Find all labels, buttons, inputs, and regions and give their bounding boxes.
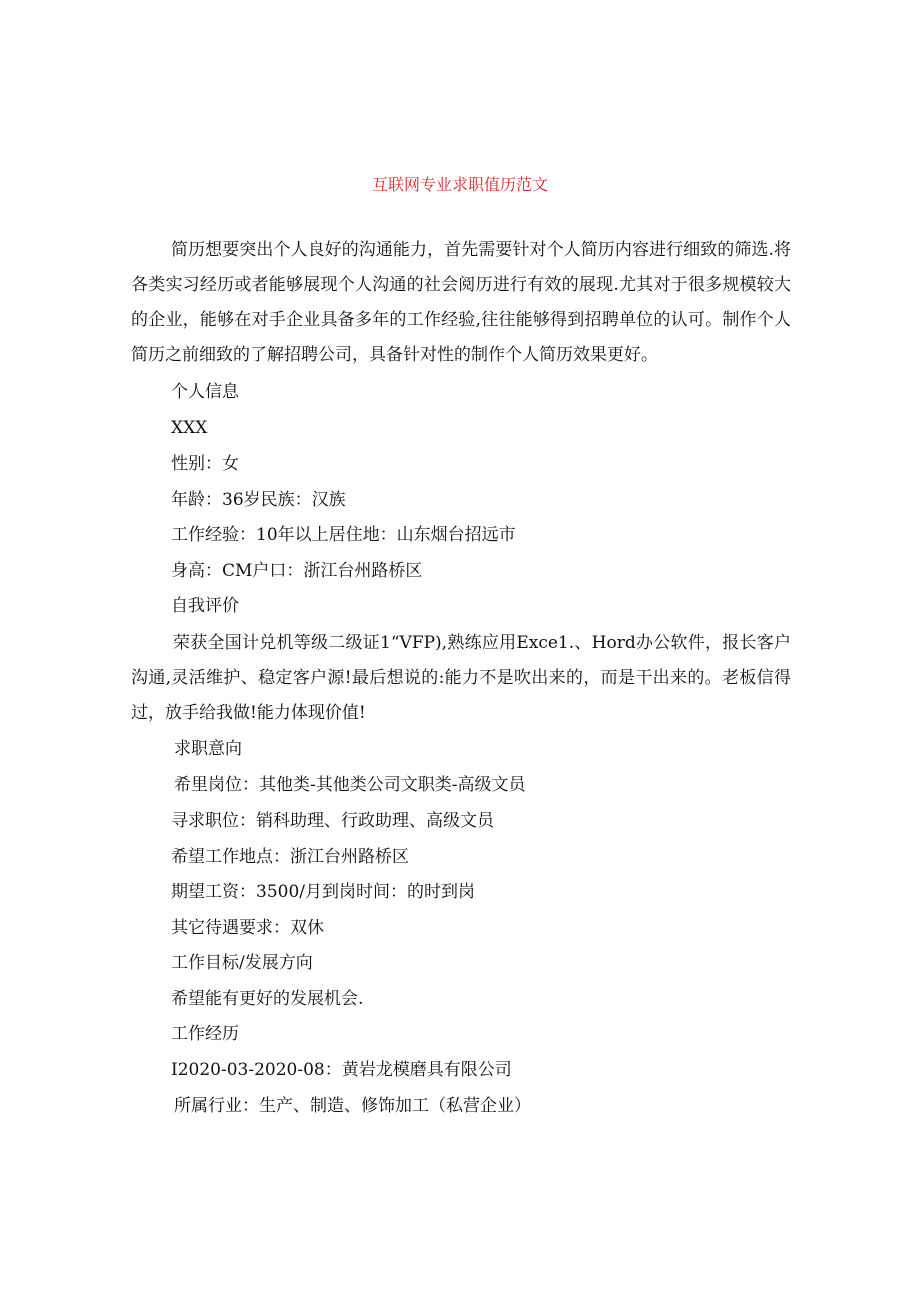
benefits-line: 其它待遇要求：双休 — [171, 918, 324, 938]
height-hukou-line: 身高：CM户口：浙江台州路桥区 — [171, 561, 423, 581]
desired-post-line: 希里岗位：其他类-其他类公司文职类-高级文员 — [174, 775, 526, 795]
intention-heading: 求职意向 — [174, 739, 242, 759]
self-eval-heading: 自我评价 — [171, 596, 239, 616]
name-line: XXX — [171, 418, 208, 438]
gender-line: 性别：女 — [171, 454, 239, 474]
work-entry-line: I2020-03-2020-08：黄岩龙模磨具有限公司 — [171, 1060, 512, 1080]
self-eval-paragraph: 荣获全国计兑机等级二级证1“VFP),熟练应用Exce1.、Hord办公软件，报长客户沟通,灵活维护、稳定客户源!最后想说的:能力不是吹出来的，而是干出来的。老板信得过，放手给我做!能力体现价值! — [131, 633, 791, 723]
work-industry-line: 所属行业：生产、制造、修饰加工（私营企业） — [174, 1096, 531, 1116]
work-heading: 工作经历 — [171, 1024, 239, 1044]
experience-residence-line: 工作经验：10年以上居住地：山东烟台招远市 — [171, 525, 516, 545]
age-ethnicity-line: 年龄：36岁民族：汉族 — [171, 490, 346, 510]
goal-heading: 工作目标/发展方向 — [171, 953, 313, 973]
document-title: 互联网专业求职值历范文 — [371, 175, 548, 194]
seeking-line: 寻求职位：销科助理、行政助理、高级文员 — [171, 811, 494, 831]
intro-paragraph: 简历想要突出个人良好的沟通能力，首先需要针对个人简历内容进行细致的筛选.将各类实习经历或者能够展现个人沟通的社会阅历进行有效的展现.尤其对于很多规模较大的企业，能够在对手企业具备多年的工作经验,往往能够得到招聘单位的认可。制作个人简历之前细致的了解招聘公司，具备针对性的制作个人简历效果更好。 — [131, 240, 791, 365]
goal-text: 希望能有更好的发展机会. — [171, 989, 364, 1009]
personal-info-heading: 个人信息 — [171, 382, 239, 402]
salary-time-line: 期望工资：3500/月到岗时间：的时到岗 — [171, 882, 475, 902]
location-line: 希望工作地点：浙江台州路桥区 — [171, 847, 409, 867]
